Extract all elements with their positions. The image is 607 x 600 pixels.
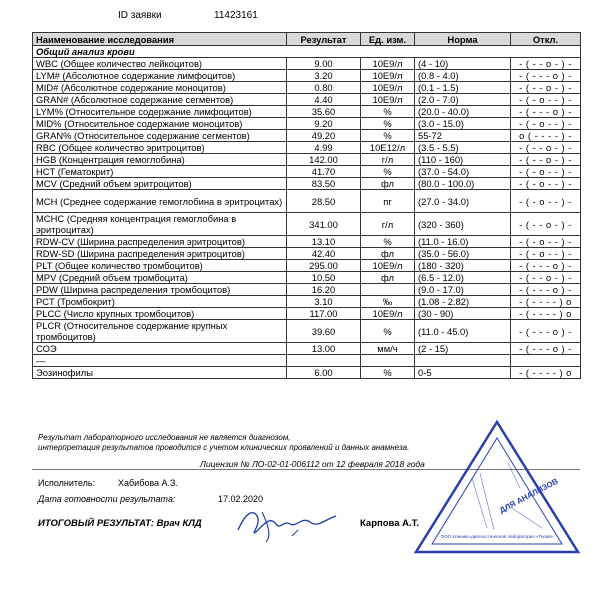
cell-name: GRAN# (Абсолютное содержание сегментов) — [33, 94, 287, 106]
cell-norm: (11.0 - 45.0) — [415, 320, 511, 343]
cell-result: 28.50 — [287, 190, 361, 213]
disclaimer-line-2: интерпретация результатов проводится с учетом клинических проявлений и данных анамнеза. — [38, 443, 410, 452]
cell-deviation: - ( - - - o ) - — [511, 320, 581, 343]
cell-norm: (0.8 - 4.0) — [415, 70, 511, 82]
table-row — [33, 178, 581, 190]
cell-name: GRAN% (Относительное содержание сегментов) — [33, 130, 287, 142]
executor-label: Исполнитель: — [38, 478, 96, 488]
table-row — [33, 70, 581, 82]
cell-result: 16.20 — [287, 284, 361, 296]
cell-norm: (35.0 - 56.0) — [415, 248, 511, 260]
cell-name: MCHC (Средняя концентрация гемоглобина в эритроцитах) — [33, 213, 287, 236]
signature — [232, 502, 342, 546]
table-row — [33, 236, 581, 248]
cell-norm: (6.5 - 12.0) — [415, 272, 511, 284]
table-row — [33, 190, 581, 213]
cell-unit: 10E9/л — [361, 82, 415, 94]
cell-deviation: - ( - - - o ) - — [511, 284, 581, 296]
disclaimer — [38, 433, 409, 453]
cell-name: MCH (Среднее содержание гемоглобина в эритроцитах) — [33, 190, 287, 213]
section-title: Общий анализ крови — [33, 46, 581, 58]
table-row — [33, 58, 581, 70]
cell-unit: % — [361, 106, 415, 118]
cell-deviation: - ( - - - o ) - — [511, 343, 581, 355]
request-id-label: ID заявки — [118, 10, 162, 21]
cell-deviation: - ( - - - - ) o — [511, 367, 581, 379]
cell-result: 13.00 — [287, 343, 361, 355]
table-row — [33, 106, 581, 118]
cell-deviation: - ( - - o - ) - — [511, 213, 581, 236]
cell-name: PLT (Общее количество тромбоцитов) — [33, 260, 287, 272]
ready-date-label: Дата готовности результата: — [38, 494, 176, 504]
cell-norm: (3.0 - 15.0) — [415, 118, 511, 130]
table-row — [33, 82, 581, 94]
cell-unit: % — [361, 236, 415, 248]
cell-result: 9.20 — [287, 118, 361, 130]
cell-deviation: - ( - - - o ) - — [511, 260, 581, 272]
request-id — [118, 10, 258, 21]
cell-name: LYM# (Абсолютное содержание лимфоцитов) — [33, 70, 287, 82]
cell-name: PCT (Тромбокрит) — [33, 296, 287, 308]
cell-unit: фл — [361, 248, 415, 260]
cell-unit: 10E12/л — [361, 142, 415, 154]
executor-name: Хабибова А.З. — [118, 478, 178, 488]
cell-result: 49.20 — [287, 130, 361, 142]
cell-norm: (80.0 - 100.0) — [415, 178, 511, 190]
cell-norm: (2 - 15) — [415, 343, 511, 355]
table-row — [33, 154, 581, 166]
cell-norm: (37.0 - 54.0) — [415, 166, 511, 178]
cell-result: 4.99 — [287, 142, 361, 154]
table-row — [33, 296, 581, 308]
column-header-unit: Ед. изм. — [361, 33, 415, 46]
cell-norm: (2.0 - 7.0) — [415, 94, 511, 106]
cell-unit: 10E9/л — [361, 70, 415, 82]
cell-name: PLCR (Относительное содержание крупных тромбоцитов) — [33, 320, 287, 343]
section-row — [33, 46, 581, 58]
cell-unit: % — [361, 367, 415, 379]
cell-unit: % — [361, 320, 415, 343]
cell-name: RBC (Общее количество эритроцитов) — [33, 142, 287, 154]
table-row — [33, 213, 581, 236]
cell-name: PDW (Ширина распределения тромбоцитов) — [33, 284, 287, 296]
doctor-name: Карпова А.Т. — [360, 518, 420, 529]
ready-date-value: 17.02.2020 — [218, 494, 264, 504]
cell-unit — [361, 284, 415, 296]
cell-unit: пг — [361, 190, 415, 213]
cell-norm: (3.5 - 5.5) — [415, 142, 511, 154]
cell-result: 4.40 — [287, 94, 361, 106]
cell-norm: (180 - 320) — [415, 260, 511, 272]
cell-name: MID% (Относительное содержание моноцитов) — [33, 118, 287, 130]
cell-deviation: - ( - - - - ) o — [511, 308, 581, 320]
cell-name: MCV (Средний объем эритроцитов) — [33, 178, 287, 190]
cell-deviation — [511, 355, 581, 367]
cell-deviation: - ( - o - - ) - — [511, 166, 581, 178]
cell-result: 3.10 — [287, 296, 361, 308]
table-row — [33, 355, 581, 367]
table-row — [33, 166, 581, 178]
cell-name: — — [33, 355, 287, 367]
cell-result: 6.00 — [287, 367, 361, 379]
cell-deviation: o ( - - - - ) - — [511, 130, 581, 142]
cell-unit — [361, 355, 415, 367]
cell-name: RDW-CV (Ширина распределения эритроцитов) — [33, 236, 287, 248]
cell-result: 341.00 — [287, 213, 361, 236]
table-row — [33, 94, 581, 106]
cell-unit: % — [361, 130, 415, 142]
final-result-label: ИТОГОВЫЙ РЕЗУЛЬТАТ: Врач КЛД — [38, 518, 202, 529]
cell-name: MPV (Средний объем тромбоцита) — [33, 272, 287, 284]
cell-norm: 0-5 — [415, 367, 511, 379]
cell-norm: (27.0 - 34.0) — [415, 190, 511, 213]
request-id-value: 11423161 — [214, 10, 258, 21]
cell-deviation: - ( - o - - ) - — [511, 94, 581, 106]
cell-name: MID# (Абсолютное содержание моноцитов) — [33, 82, 287, 94]
table-header-row — [33, 33, 581, 46]
cell-norm: (4 - 10) — [415, 58, 511, 70]
cell-deviation: - ( - - o - ) - — [511, 272, 581, 284]
cell-result: 42.40 — [287, 248, 361, 260]
table-row — [33, 308, 581, 320]
cell-deviation: - ( - - - o ) - — [511, 70, 581, 82]
cell-unit: г/л — [361, 154, 415, 166]
column-header-result: Результат — [287, 33, 361, 46]
cell-unit: г/л — [361, 213, 415, 236]
cell-unit: 10E9/л — [361, 260, 415, 272]
cell-result: 35.60 — [287, 106, 361, 118]
cell-unit: % — [361, 118, 415, 130]
cell-name: RDW-SD (Ширина распределения эритроцитов) — [33, 248, 287, 260]
cell-result: 3.20 — [287, 70, 361, 82]
cell-deviation: - ( - o - - ) - — [511, 118, 581, 130]
cell-deviation: - ( - o - - ) - — [511, 178, 581, 190]
cell-deviation: - ( - o - - ) - — [511, 248, 581, 260]
cell-name: HGB (Концентрация гемоглобина) — [33, 154, 287, 166]
cell-name: Эозинофилы — [33, 367, 287, 379]
cell-unit: мм/ч — [361, 343, 415, 355]
cell-norm — [415, 355, 511, 367]
cell-result: 39.60 — [287, 320, 361, 343]
license-text: Лицензия № ЛО-02-01-006112 от 12 февраля 2018 года — [200, 459, 425, 469]
executor — [38, 478, 178, 488]
cell-name: СОЭ — [33, 343, 287, 355]
table-row — [33, 118, 581, 130]
table-row — [33, 142, 581, 154]
table-row — [33, 272, 581, 284]
cell-result: 13.10 — [287, 236, 361, 248]
table-row — [33, 260, 581, 272]
cell-norm: (320 - 360) — [415, 213, 511, 236]
cell-result: 9.00 — [287, 58, 361, 70]
cell-norm: (30 - 90) — [415, 308, 511, 320]
cell-result: 10.50 — [287, 272, 361, 284]
cell-unit: ‰ — [361, 296, 415, 308]
table-row — [33, 248, 581, 260]
cell-result: 142.00 — [287, 154, 361, 166]
cell-unit: фл — [361, 272, 415, 284]
cell-deviation: - ( - - o - ) - — [511, 154, 581, 166]
table-row — [33, 343, 581, 355]
column-header-norm: Норма — [415, 33, 511, 46]
cell-unit: % — [361, 166, 415, 178]
cell-name: LYM% (Относительное содержание лимфоцитов) — [33, 106, 287, 118]
cell-deviation: - ( - - o - ) - — [511, 58, 581, 70]
cell-norm: (110 - 160) — [415, 154, 511, 166]
cell-result — [287, 355, 361, 367]
cell-deviation: - ( - - o - ) - — [511, 82, 581, 94]
cell-deviation: - ( - - o - ) - — [511, 142, 581, 154]
cell-name: HCT (Гематокрит) — [33, 166, 287, 178]
cell-norm: (11.0 - 16.0) — [415, 236, 511, 248]
table-row — [33, 284, 581, 296]
cell-norm: (1.08 - 2.82) — [415, 296, 511, 308]
cell-unit: фл — [361, 178, 415, 190]
cell-norm: (20.0 - 40.0) — [415, 106, 511, 118]
table-row — [33, 130, 581, 142]
cell-result: 0.80 — [287, 82, 361, 94]
column-header-name: Наименование исследования — [33, 33, 287, 46]
cell-name: WBC (Общее количество лейкоцитов) — [33, 58, 287, 70]
cell-deviation: - ( - - - o ) - — [511, 106, 581, 118]
table-row — [33, 320, 581, 343]
column-header-deviation: Откл. — [511, 33, 581, 46]
ready-date — [38, 494, 264, 504]
disclaimer-line-1: Результат лабораторного исследования не является диагнозом, — [38, 433, 291, 442]
cell-result: 295.00 — [287, 260, 361, 272]
stamp-text: ДЛЯ АНАЛИЗОВ — [498, 476, 560, 516]
cell-name: PLCC (Число крупных тромбоцитов) — [33, 308, 287, 320]
cell-unit: 10E9/л — [361, 58, 415, 70]
stamp-org: ООО Клинико-диагностическая лаборатория «Терай» — [440, 534, 554, 539]
cell-deviation: - ( - - - - ) o — [511, 296, 581, 308]
cell-norm: 55-72 — [415, 130, 511, 142]
cell-deviation: - ( - o - - ) - — [511, 236, 581, 248]
table-row — [33, 367, 581, 379]
results-table — [32, 32, 581, 379]
cell-norm: (0.1 - 1.5) — [415, 82, 511, 94]
cell-result: 41.70 — [287, 166, 361, 178]
stamp — [412, 418, 582, 558]
cell-unit: 10E9/л — [361, 94, 415, 106]
cell-result: 83.50 — [287, 178, 361, 190]
cell-result: 117.00 — [287, 308, 361, 320]
cell-unit: 10E9/л — [361, 308, 415, 320]
cell-deviation: - ( - o - - ) - — [511, 190, 581, 213]
cell-norm: (9.0 - 17.0) — [415, 284, 511, 296]
